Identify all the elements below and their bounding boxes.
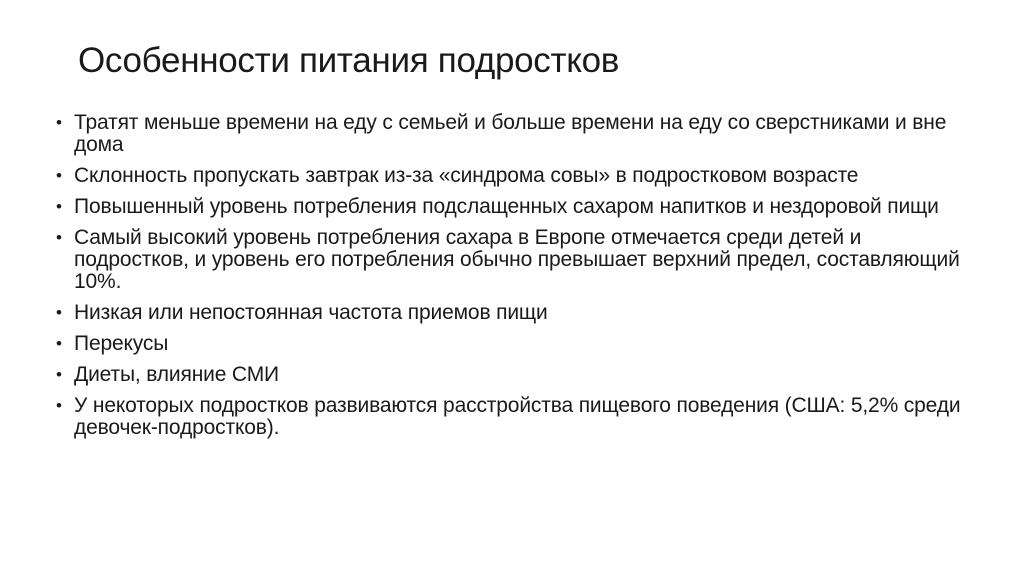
bullet-list — [54, 112, 964, 448]
bullet-text: Самый высокий уровень потребления сахара в Европе отмечается среди детей и подростков, и уровень его потребления обычно превышает верхний предел, составляющий 10%. — [74, 226, 960, 293]
bullet-item — [54, 395, 964, 439]
bullet-dot-icon: • — [56, 396, 62, 415]
bullet-text: Повышенный уровень потребления подслащенных сахаром напитков и нездоровой пищи — [74, 195, 939, 218]
bullet-item — [54, 112, 964, 156]
bullet-text: Тратят меньше времени на еду с семьей и больше времени на еду со сверстниками и вне дома — [74, 111, 947, 156]
bullet-dot-icon: • — [56, 197, 62, 216]
bullet-dot-icon: • — [56, 166, 62, 185]
bullet-dot-icon: • — [56, 113, 62, 132]
bullet-item — [54, 302, 964, 324]
bullet-item — [54, 227, 964, 293]
bullet-text: Диеты, влияние СМИ — [74, 363, 280, 386]
bullet-text: У некоторых подростков развиваются расстройства пищевого поведения (США: 5,2% среди девочек-подростков). — [74, 394, 961, 439]
bullet-item — [54, 165, 964, 187]
bullet-dot-icon: • — [56, 334, 62, 353]
bullet-text: Склонность пропускать завтрак из-за «синдрома совы» в подростковом возрасте — [74, 164, 859, 187]
bullet-dot-icon: • — [56, 365, 62, 384]
bullet-item — [54, 333, 964, 355]
bullet-item — [54, 364, 964, 386]
bullet-text: Перекусы — [74, 332, 169, 355]
bullet-text: Низкая или непостоянная частота приемов пищи — [74, 301, 548, 324]
bullet-dot-icon: • — [56, 303, 62, 322]
slide-title: Особенности питания подростков — [78, 41, 620, 80]
bullet-dot-icon: • — [56, 228, 62, 247]
bullet-item — [54, 196, 964, 218]
